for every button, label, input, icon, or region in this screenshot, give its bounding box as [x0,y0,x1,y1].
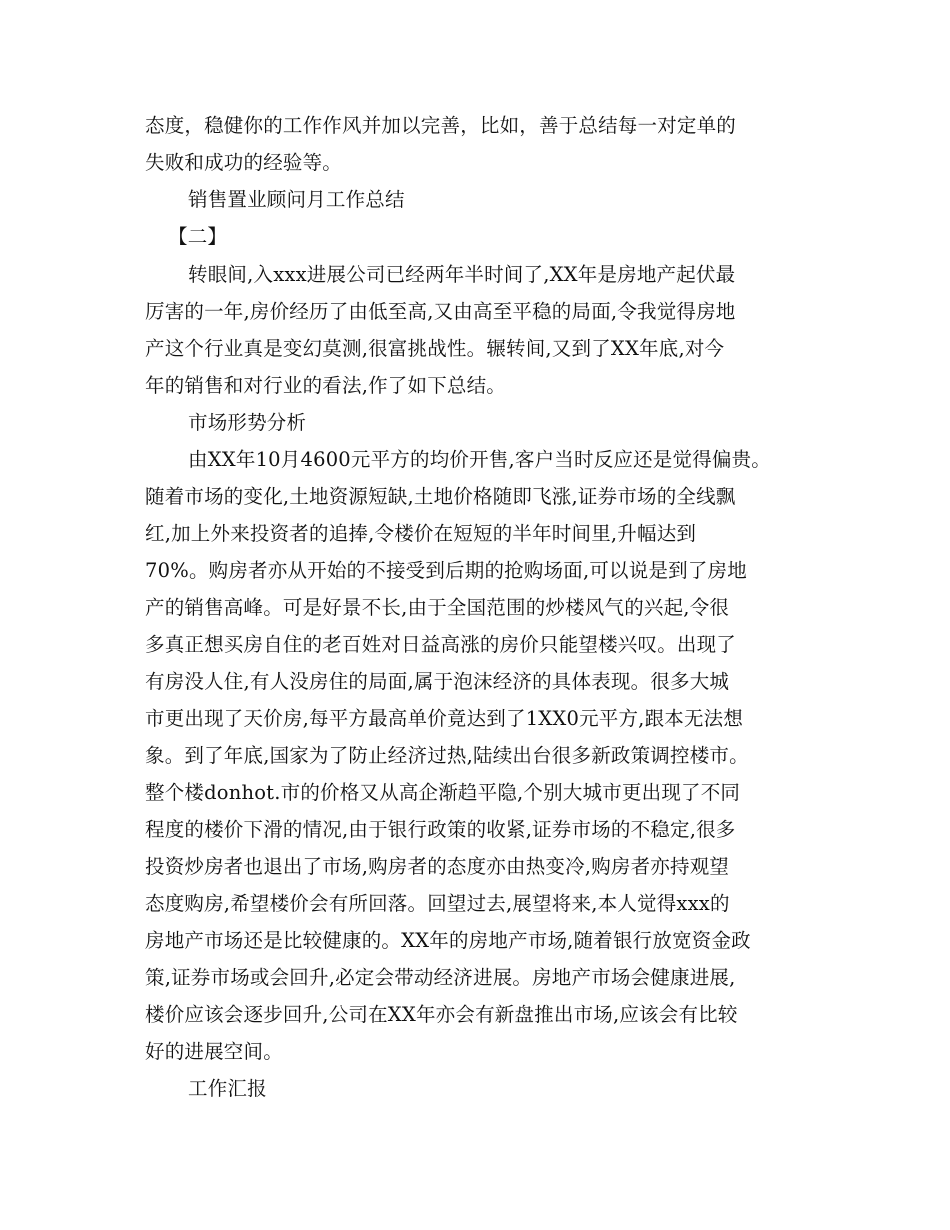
paragraph-line: 厉害的一年,房价经历了由低至高,又由高至平稳的局面,令我觉得房地 [145,300,736,323]
paragraph-line: 好的进展空间。 [145,1040,283,1063]
paragraph-line: 整个楼donhot.市的价格又从高企渐趋平隐,个别大城市更出现了不同 [145,781,741,804]
paragraph-line: 策,证券市场或会回升,必定会带动经济进展。房地产市场会健康进展, [145,966,736,989]
paragraph-line: 多真正想买房自住的老百姓对日益高涨的房价只能望楼兴叹。出现了 [145,633,737,656]
paragraph-line: 投资炒房者也退出了市场,购房者的态度亦由热变冷,购房者亦持观望 [145,855,730,878]
paragraph-line: 由XX年10月4600元平方的均价开售,客户当时反应还是觉得偏贵。 [188,448,772,471]
paragraph-line: 市更出现了天价房,每平方最高单价竟达到了1XX0元平方,跟本无法想 [145,707,744,730]
paragraph-line: 楼价应该会逐步回升,公司在XX年亦会有新盘推出市场,应该会有比较 [145,1003,738,1026]
section-heading: 市场形势分析 [188,411,307,434]
section-heading: 工作汇报 [188,1077,267,1100]
paragraph-line: 象。到了年底,国家为了防止经济过热,陆续出台很多新政策调控楼市。 [145,744,749,767]
paragraph-line: 有房没人住,有人没房住的局面,属于泡沫经济的具体表现。很多大城 [145,670,730,693]
paragraph-line: 年的销售和对行业的看法,作了如下总结。 [145,374,506,397]
paragraph-line: 随着市场的变化,土地资源短缺,土地价格随即飞涨,证券市场的全线飘 [145,485,736,508]
paragraph-line: 70%。购房者亦从开始的不接受到后期的抢购场面,可以说是到了房地 [145,559,747,582]
section-heading: 销售置业顾问月工作总结 [188,188,405,211]
paragraph-line: 产的销售高峰。可是好景不长,由于全国范围的炒楼风气的兴起,令很 [145,596,730,619]
paragraph-line: 转眼间,入xxx进展公司已经两年半时间了,XX年是房地产起伏最 [188,263,736,286]
paragraph-line: 产这个行业真是变幻莫测,很富挑战性。辗转间,又到了XX年底,对今 [145,337,725,360]
paragraph-line: 程度的楼价下滑的情况,由于银行政策的收紧,证券市场的不稳定,很多 [145,818,736,841]
paragraph-line: 房地产市场还是比较健康的。XX年的房地产市场,随着银行放宽资金政 [145,929,751,952]
paragraph-line: 红,加上外来投资者的追捧,令楼价在短短的半年时间里,升幅达到 [145,522,697,545]
paragraph-line: 态度购房,希望楼价会有所回落。回望过去,展望将来,本人觉得xxx的 [145,892,730,915]
paragraph-line: 失败和成功的经验等。 [145,151,343,174]
section-number: 【二】 [168,225,228,248]
paragraph-line: 态度，稳健你的工作作风并加以完善，比如，善于总结每一对定单的 [145,114,737,137]
